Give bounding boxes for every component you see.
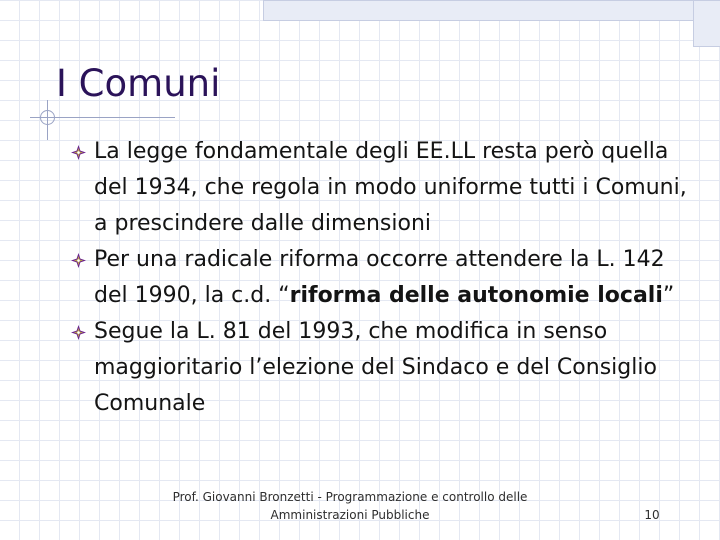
compass-star-bullet-icon xyxy=(71,145,86,160)
compass-star-bullet-icon xyxy=(71,325,86,340)
bullet-item xyxy=(94,314,694,422)
footer-credit xyxy=(145,488,555,524)
bullet-item xyxy=(94,242,694,314)
decorative-header-band xyxy=(263,0,695,21)
bullet-list xyxy=(94,134,694,422)
footer-line-2: Amministrazioni Pubbliche xyxy=(270,508,430,522)
bullet-item xyxy=(94,134,694,242)
footer-line-1: Prof. Giovanni Bronzetti - Programmazione e controllo delle xyxy=(172,490,528,504)
bullet-text-bold: riforma delle autonomie locali xyxy=(289,283,663,308)
bullet-text: Segue la L. 81 del 1993, che modifica in senso maggioritario l’elezione del Sindaco e del Consiglio Comunale xyxy=(94,319,657,416)
slide-title: I Comuni xyxy=(56,62,221,105)
slide-number: 10 xyxy=(644,508,660,522)
title-ornament-ring xyxy=(40,110,55,125)
bullet-text-after: ” xyxy=(662,283,675,308)
compass-star-bullet-icon xyxy=(71,253,86,268)
bullet-text: La legge fondamentale degli EE.LL resta però quella del 1934, che regola in modo uniforme tutti i Comuni, a prescindere dalle dimensioni xyxy=(94,139,687,236)
bullet-text-before: Per una radicale riforma occorre attendere la L. 142 del 1990, la c.d. “ xyxy=(94,247,665,308)
decorative-corner-block xyxy=(693,0,720,47)
